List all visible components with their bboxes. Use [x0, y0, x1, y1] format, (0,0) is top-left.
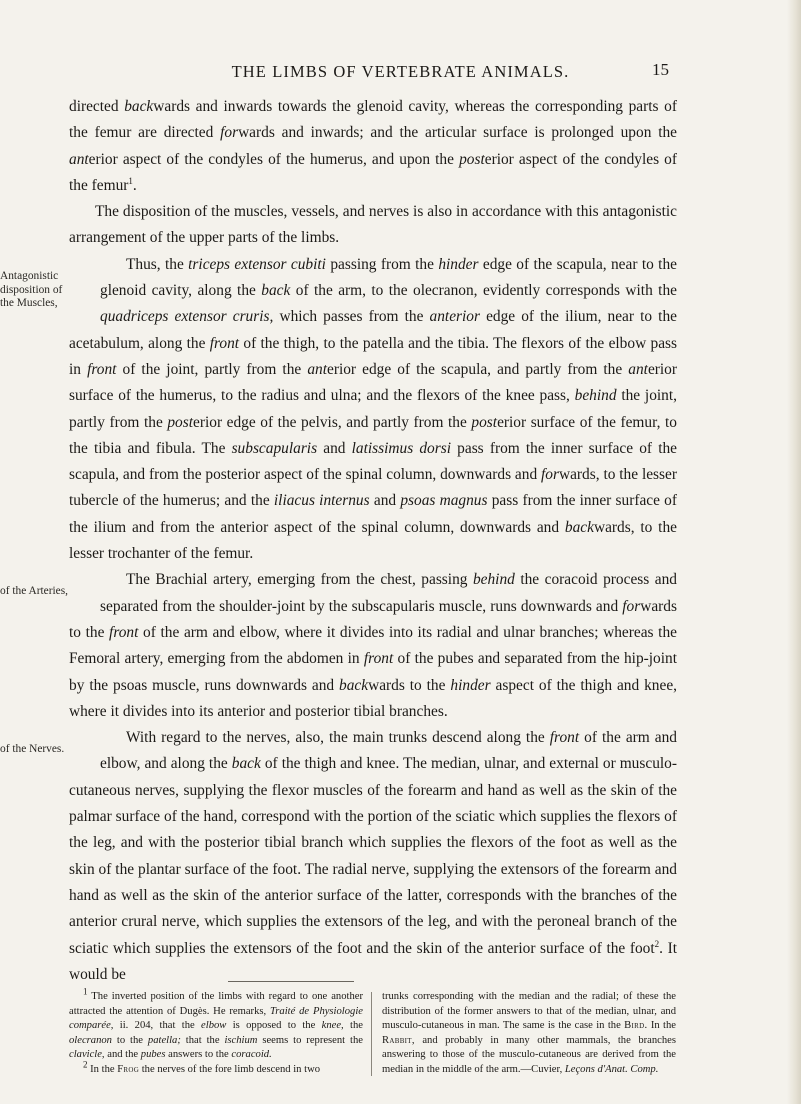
footnote-column-divider [371, 992, 372, 1076]
page-edge [787, 0, 801, 1104]
running-head [0, 58, 801, 84]
footnote-column-right [382, 990, 676, 1078]
footnote-ref-1: 1 [128, 175, 133, 186]
paragraph-muscles: Thus, the triceps extensor cubiti passing from the hinder edge of the scapula, near to the glenoid cavity, along the back of the arm, to the olecranon, evidently corresponds with the quadriceps extensor cruris, which passes from the anterior edge of the ilium, near to the acetabulum, along the front of the thigh, to the patella and the tibia. The flexors of the elbow pass in front of the joint, partly from the anterior edge of the scapula, and partly from the anterior surface of the humerus, to the radius and ulna; and the flexors of the knee pass, behind the joint, partly from the posterior edge of the pelvis, and partly from the posterior surface of the femur, to the tibia and fibula. The subscapularis and latissimus dorsi pass from the inner surface of the scapula, and from the posterior aspect of the spinal column, downwards and forwards, to the lesser tubercle of the humerus; and the iliacus internus and psoas magnus pass from the inner surface of the ilium and from the anterior aspect of the spinal column, downwards and backwards, to the lesser trochanter of the femur. [69, 255, 678, 563]
paragraph-nerves: With regard to the nerves, also, the main trunks descend along the front of the arm and elbow, and along the back of the thigh and knee. The median, ulnar, and external or musculo-cutaneous nerves, supplying the flexor muscles of the forearm and hand as well as the skin of the palmar surface of the hand, correspond with the portion of the sciatic which supplies the flexors of the leg, and with the posterior tibial branch which supplies the flexors of the foot as well as the skin of the plantar surface of the foot. The radial nerve, supplying the extensors of the forearm and hand as well as the skin of the anterior surface of the latter, corresponds with the branches of the anterior crural nerve, which supplies the extensors of the leg, and with the peroneal branch of the sciatic which supplies the extensors of the foot and the skin of the anterior surface of the foot$^2$. It would be [69, 729, 677, 983]
paragraph-arteries: The Brachial artery, emerging from the chest, passing behind the coracoid process and separated from the shoulder-joint by the subscapularis muscle, runs downwards and forwards to the front of the arm and elbow, where it divides into its radial and ulnar branches; whereas the Femoral artery, emerging from the abdomen in front of the pubes and separated from the hip-joint by the psoas muscle, runs downwards and backwards to the hinder aspect of the thigh and knee, where it divides into its anterior and posterior tibial branches. [69, 571, 678, 720]
paragraph-continued: directed backwards and inwards towards the glenoid cavity, whereas the corresponding parts of the femur are directed forwards and inwards; and the articular surface is prolonged upon the anterior aspect of the condyles of the humerus, and upon the posterior aspect of the condyles of the femur$^1$. [69, 98, 677, 194]
body-text [0, 94, 678, 988]
sidenote-nerves: of the Nerves. [0, 742, 65, 755]
section-nerves [0, 725, 677, 988]
section-arteries [0, 567, 678, 725]
running-title: THE LIMBS OF VERTEBRATE ANIMALS. [231, 62, 570, 81]
page-number: 15 [652, 60, 669, 79]
paragraph-disposition: The disposition of the muscles, vessels, and nerves is also in accordance with this antagonistic arrangement of the upper parts of the limbs. [69, 203, 677, 247]
footnote-1: $^1$ The inverted position of the limbs with regard to one another attracted the attention of Dugès. He remarks, Traité de Physiologie comparée, ii. 204, that the elbow is opposed to the knee, the olecranon to the patella; that the ischium seems to represent the clavicle, and the pubes answers to the coracoid. [69, 986, 363, 1061]
footnote-ref-2: 2 [654, 938, 660, 949]
sidenote-arteries: of the Arteries, [0, 584, 69, 597]
footnote-2-continued: trunks corresponding with the median and the radial; of these the distribution of the former answers to that of the median, ulnar, and musculo-cutaneous in man. The same is the case in the Bird. In the Rabbit, and probably in many other mammals, the branches answering to those of the musculo-cutaneous are derived from the median in the middle of the arm.—Cuvier, Leçons d'Anat. Comp. [382, 991, 676, 1075]
section-muscles [0, 252, 678, 568]
sidenote-muscles: Antagonistic disposition of the Muscles, [0, 270, 63, 310]
footnote-2: $^2$ In the Frog the nerves of the fore limb descend in two [83, 1059, 321, 1075]
footnote-column-left [69, 986, 363, 1078]
footnote-rule [228, 981, 354, 982]
